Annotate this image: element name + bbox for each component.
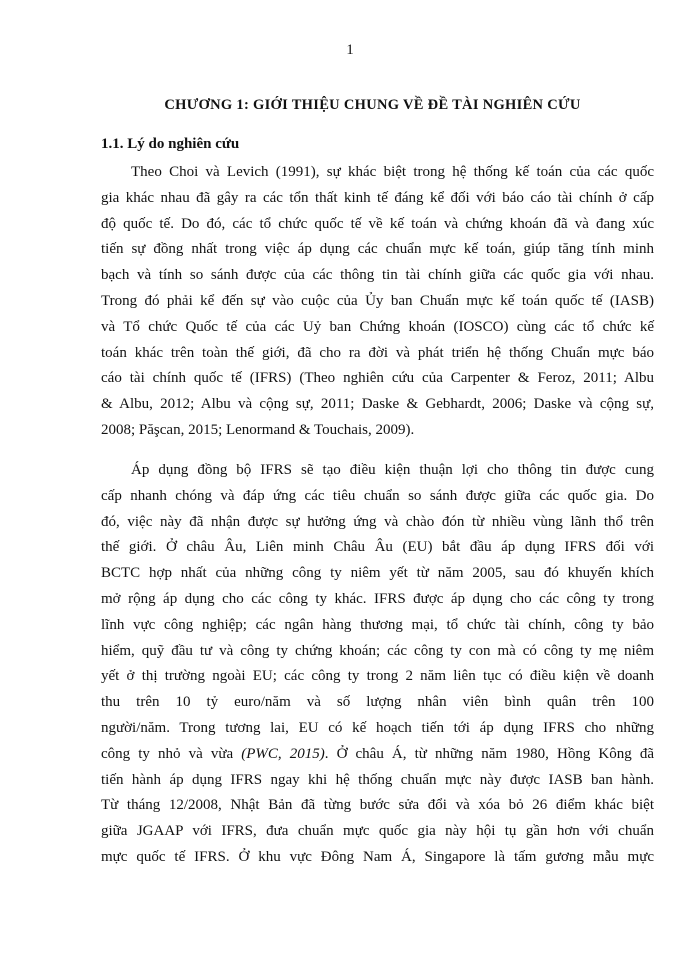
section-heading: 1.1. Lý do nghiên cứu [101, 136, 240, 152]
text-line: độ quốc tế. Do đó, các tổ chức quốc tế về kế toán và chứng khoán đã và đang xúc [101, 215, 654, 232]
text-line: mở rộng áp dụng cho các công ty khác. IFRS được áp dụng cho các công ty trong [101, 590, 654, 607]
text-line: thu trên 10 tỷ euro/năm và số lượng nhân viên bình quân trên 100 [101, 694, 654, 711]
text-line: Theo Choi và Levich (1991), sự khác biệt trong hệ thống kế toán của các quốc [131, 164, 654, 180]
text-line: Trong đó phải kể đến sự vào cuộc của Ủy ban Chuẩn mực kế toán quốc tế (IASB) [101, 292, 654, 309]
text-line: 2008; Păşcan, 2015; Lenormand & Touchais, 2009). [101, 421, 415, 438]
text-line: toán khác trên toàn thế giới, đã cho ra đời và phát triển hệ thống Chuẩn mực báo [101, 344, 654, 361]
text-run: . Ở châu Á, từ những năm 1980, Hồng Kông đã [324, 745, 654, 762]
text-line [101, 742, 654, 768]
text-line: bạch và tính so sánh được của các thông tin tài chính giữa các quốc gia với nhau. [101, 267, 654, 284]
text-line: tiến hành áp dụng IFRS ngay khi hệ thống chuẩn mực này được IASB ban hành. [101, 771, 654, 788]
text-line: hiểm, quỹ đầu tư và công ty chứng khoán; các công ty con mà có công ty mẹ niêm [101, 642, 654, 659]
text-line: Áp dụng đồng bộ IFRS sẽ tạo điều kiện thuận lợi cho thông tin được cung [131, 462, 654, 478]
text-line: cáo tài chính quốc tế (IFRS) (Theo nghiên cứu của Carpenter & Feroz, 2011; Albu [101, 370, 654, 387]
text-line: mực quốc tế IFRS. Ở khu vực Đông Nam Á, Singapore là tấm gương mẫu mực [101, 848, 654, 865]
text-line: đó, việc này đã nhận được sự hưởng ứng và chào đón từ nhiều vùng lãnh thổ trên [101, 513, 654, 530]
text-line: người/năm. Trong tương lai, EU có kế hoạch tiến tới áp dụng IFRS cho những [101, 719, 654, 736]
text-line: lĩnh vực công nghiệp; các ngân hàng thương mại, tổ chức tài chính, công ty bảo [101, 616, 654, 633]
text-line: yết ở thị trường ngoài EU; các công ty trong 2 năm liên tục có điều kiện về doanh [101, 668, 654, 685]
page-number: 1 [346, 42, 354, 58]
citation-italic: (PWC, 2015) [241, 745, 325, 762]
text-line: giữa JGAAP với IFRS, đưa chuẩn mực quốc gia này hội tụ gần hơn với chuẩn [101, 823, 654, 840]
text-run: công ty nhỏ và vừa [101, 745, 242, 762]
text-line: và Tổ chức Quốc tế của các Uỷ ban Chứng khoán (IOSCO) cùng các tổ chức kế [101, 318, 654, 335]
text-line: thế giới. Ở châu Âu, Liên minh Châu Âu (EU) bắt đầu áp dụng IFRS đối với [101, 539, 654, 556]
text-line: & Albu, 2012; Albu và cộng sự, 2011; Daske & Gebhardt, 2006; Daske và cộng sự, [101, 396, 654, 413]
text-line: BCTC hợp nhất của những công ty niêm yết từ năm 2005, sau đó khuyến khích [101, 565, 654, 582]
text-line: cấp nhanh chóng và đáp ứng các tiêu chuẩn so sánh được giữa các quốc gia. Do [101, 487, 654, 504]
paragraph-2 [101, 458, 654, 871]
chapter-title: CHƯƠNG 1: GIỚI THIỆU CHUNG VỀ ĐỀ TÀI NGHIÊN CỨU [164, 97, 581, 113]
text-line: gia khác nhau đã gây ra các tổn thất kinh tế đáng kể đối với báo cáo tài chính ở cấp [101, 189, 654, 206]
text-line: tiến sự đồng nhất trong việc áp dụng các chuẩn mực kế toán, giúp tăng tính minh [101, 241, 654, 258]
paragraph-1 [101, 160, 654, 444]
text-line: Từ tháng 12/2008, Nhật Bản đã từng bước sửa đổi và xóa bỏ 26 điểm khác biệt [101, 797, 654, 814]
